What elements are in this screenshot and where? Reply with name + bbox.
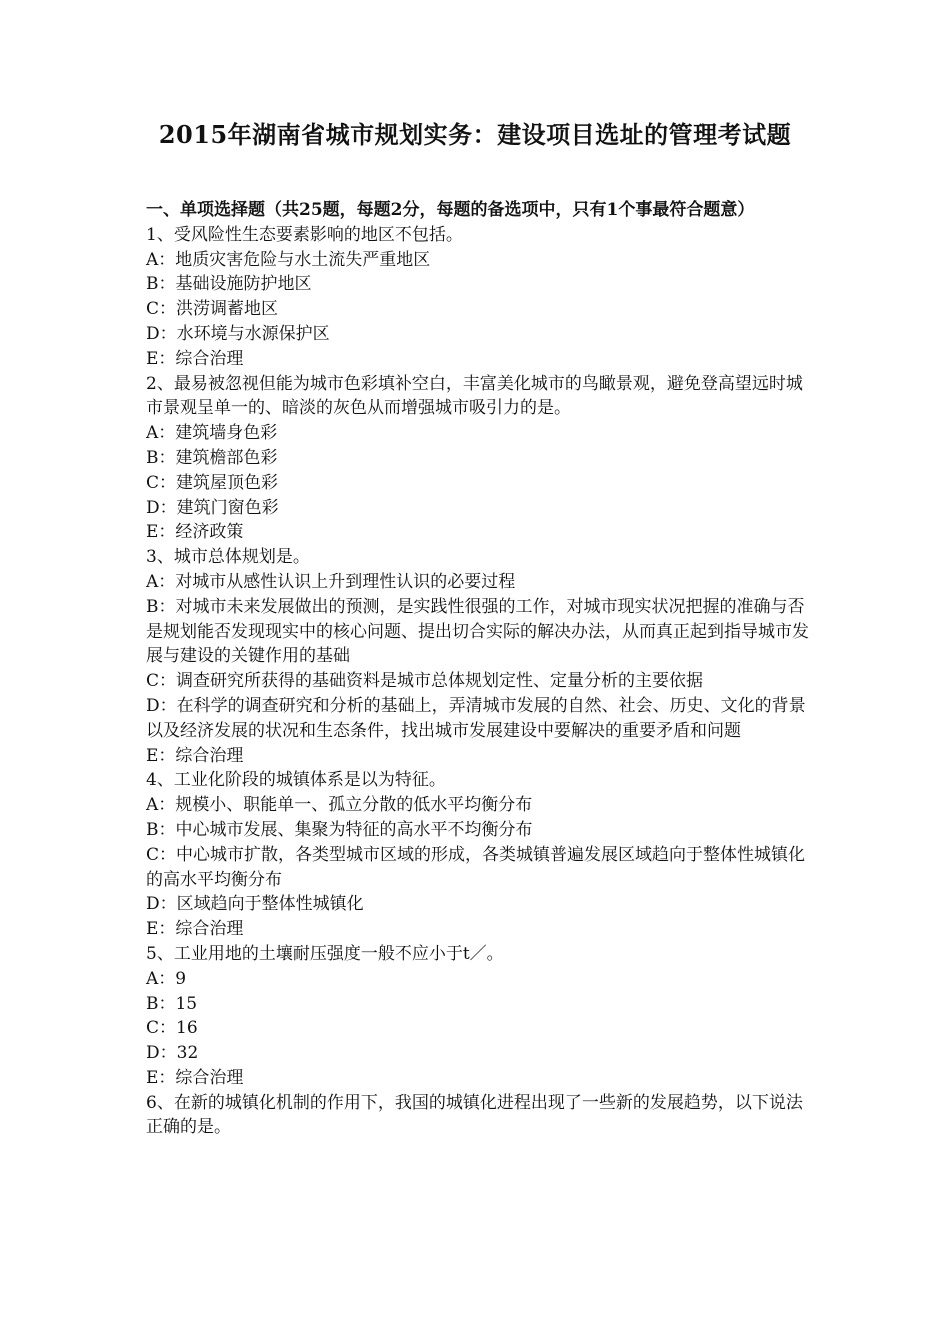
question-stem: 5、工业用地的土壤耐压强度一般不应小于t／。 <box>146 943 504 964</box>
question-6 <box>146 1091 810 1141</box>
option-e: E：综合治理 <box>146 348 244 369</box>
question-stem: 2、最易被忽视但能为城市色彩填补空白，丰富美化城市的鸟瞰景观，避免登高望远时城市景观呈单一的、暗淡的灰色从而增强城市吸引力的是。 <box>146 373 803 419</box>
option-d: D：32 <box>146 1043 199 1064</box>
option-c: C：中心城市扩散，各类型城市区域的形成，各类城镇普遍发展区域趋向于整体性城镇化的高水平均衡分布 <box>146 844 806 890</box>
question-stem: 3、城市总体规划是。 <box>146 547 310 568</box>
question-stem: 6、在新的城镇化机制的作用下，我国的城镇化进程出现了一些新的发展趋势，以下说法正确的是。 <box>146 1092 803 1138</box>
option-c: C：调查研究所获得的基础资料是城市总体规划定性、定量分析的主要依据 <box>146 671 704 692</box>
option-e: E：综合治理 <box>146 1067 244 1088</box>
option-e: E：经济政策 <box>146 522 244 543</box>
option-b: B：基础设施防护地区 <box>146 274 312 295</box>
option-e: E：综合治理 <box>146 745 244 766</box>
option-c: C：洪涝调蓄地区 <box>146 299 279 320</box>
option-d: D：区域趋向于整体性城镇化 <box>146 894 364 915</box>
question-1 <box>146 223 810 372</box>
option-c: C：建筑屋顶色彩 <box>146 472 279 493</box>
option-d: D：在科学的调查研究和分析的基础上，弄清城市发展的自然、社会、历史、文化的背景以及经济发展的状况和生态条件，找出城市发展建设中要解决的重要矛盾和问题 <box>146 695 806 741</box>
option-c: C：16 <box>146 1018 198 1039</box>
option-b: B：中心城市发展、集聚为特征的高水平不均衡分布 <box>146 819 533 840</box>
option-b: B：15 <box>146 993 198 1014</box>
option-b: B：对城市未来发展做出的预测，是实践性很强的工作，对城市现实状况把握的准确与否是规划能否发现现实中的核心问题、提出切合实际的解决办法，从而真正起到指导城市发展与建设的关键作用的基础 <box>146 596 809 667</box>
question-4 <box>146 768 810 942</box>
option-a: A：9 <box>146 968 187 989</box>
option-a: A：规模小、职能单一、孤立分散的低水平均衡分布 <box>146 795 533 816</box>
document-body <box>146 198 810 1140</box>
question-stem: 4、工业化阶段的城镇体系是以为特征。 <box>146 770 446 791</box>
option-b: B：建筑檐部色彩 <box>146 447 278 468</box>
option-d: D：水环境与水源保护区 <box>146 323 330 344</box>
option-a: A：对城市从感性认识上升到理性认识的必要过程 <box>146 571 516 592</box>
question-stem: 1、受风险性生态要素影响的地区不包括。 <box>146 224 463 245</box>
option-d: D：建筑门窗色彩 <box>146 497 279 518</box>
question-3 <box>146 545 810 768</box>
question-2 <box>146 372 810 546</box>
section-heading: 一、单项选择题（共25题，每题2分，每题的备选项中，只有1个事最符合题意） <box>146 200 755 220</box>
option-a: A：地质灾害危险与水土流失严重地区 <box>146 249 431 270</box>
document-title: 2015年湖南省城市规划实务：建设项目选址的管理考试题 <box>158 120 792 149</box>
option-a: A：建筑墙身色彩 <box>146 423 278 444</box>
question-5 <box>146 942 810 1091</box>
option-e: E：综合治理 <box>146 919 244 940</box>
